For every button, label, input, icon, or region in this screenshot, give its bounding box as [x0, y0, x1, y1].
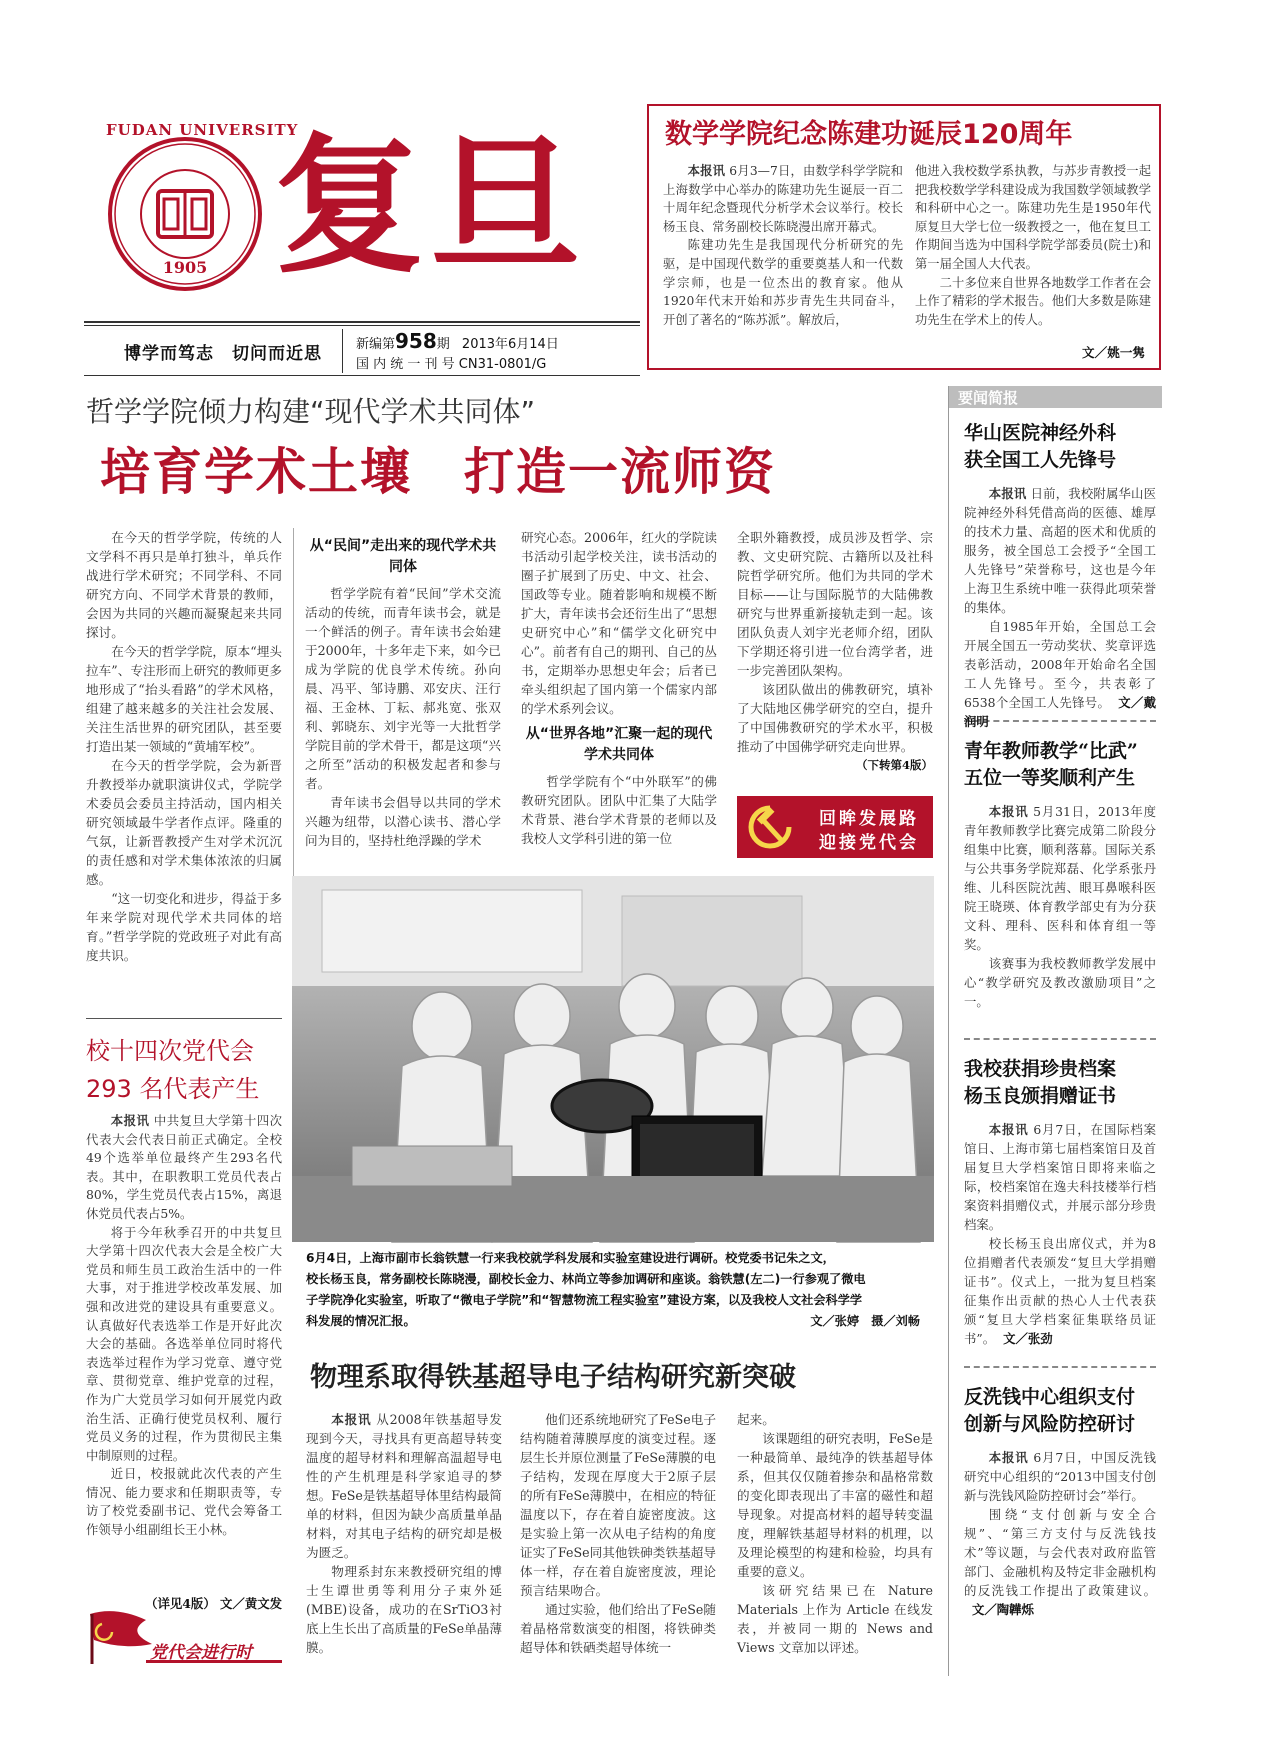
sidebar [948, 386, 1162, 1676]
sidebar-news-body [964, 1448, 1156, 1619]
sidebar-title-line: 我校获捐珍贵档案 [964, 1058, 1117, 1080]
photo-caption [306, 1248, 930, 1332]
paragraph [306, 1562, 502, 1657]
paragraph-text: 将于今年秋季召开的中共复旦大学第十四次代表大会是全校广大党员和师生员工政治生活中的一件大事，对于推进学校改革发展、加强和改进党的建设具有重要意义。认真做好代表选举工作是开好此次大会的基础。各选举单位同时将代表选举过程作为学习党章、遵守党章、贯彻党章、维护党章的过程，作为广大党员学习如何开展党内政治生活、正确行使党员权利、履行党员义务的过程，作为贯彻民主集中制原则的过程。 [86, 1224, 282, 1463]
party-badge [86, 1610, 282, 1666]
paragraph [86, 1465, 282, 1539]
paragraph [737, 528, 933, 680]
party-story-body [86, 1112, 282, 1540]
paragraph [915, 274, 1151, 330]
lead-continued: （下转第4版） [855, 758, 933, 772]
paragraph [663, 236, 903, 329]
paragraph-text: 在今天的哲学学院，会为新晋升教授举办就职演讲仪式，学院学术委员会委员主持活动，国内相关研究领域最牛学者作点评。隆重的气氛，让新晋教授产生对学术沉沉的责任感和对学术集体浓浓的归属感。 [86, 758, 282, 887]
lead-col2 [305, 528, 501, 850]
party-title-line1: 校十四次党代会 [86, 1037, 254, 1065]
paragraph [86, 1224, 282, 1466]
paragraph [737, 1410, 933, 1429]
paragraph [86, 756, 282, 889]
sidebar-news-item [964, 1384, 1156, 1684]
news-tag: 本报讯 [988, 1122, 1029, 1137]
paragraph [86, 642, 282, 756]
paragraph-text: 围绕“支付创新与安全合规”、“第三方支付与反洗钱技术”等议题，与会代表对政府监管部门、金融机构及特定非金融机构的反洗钱工作提出了政策建议。 [964, 1507, 1156, 1598]
physics-col2 [520, 1410, 716, 1657]
paragraph [915, 162, 1151, 274]
sidebar-news-body [964, 802, 1156, 1011]
news-tag: 本报讯 [988, 804, 1029, 819]
paragraph [520, 1410, 716, 1600]
paragraph [86, 1112, 282, 1224]
sidebar-news-title [964, 738, 1156, 792]
news-tag: 本报讯 [331, 1412, 372, 1427]
paragraph-text: “这一切变化和进步，得益于多年来学院对现代学术共同体的培育。”哲学学院的党政班子对此有高度共识。 [86, 891, 282, 963]
paragraph [737, 1581, 933, 1657]
paragraph [306, 1410, 502, 1562]
party-byline: 文／黄文发 [220, 1596, 282, 1611]
paragraph [305, 584, 501, 793]
paragraph [964, 617, 1156, 731]
seal-ring-text: FUDAN UNIVERSITY [106, 121, 299, 139]
paragraph [305, 793, 501, 850]
sidebar-news-item [964, 420, 1157, 729]
paragraph-text: 6月3—7日，由数学科学学院和上海数学中心举办的陈建功先生诞辰一百二十周年纪念暨现代分析学术会议举行。校长杨玉良、常务副校长陈晓漫出席开幕式。 [663, 164, 903, 234]
paragraph [521, 772, 717, 848]
sidebar-byline: 文／戴润明 [964, 695, 1156, 729]
paragraph [964, 802, 1156, 954]
paragraph [737, 1429, 933, 1581]
lead-col1 [86, 528, 282, 965]
news-tag: 本报讯 [988, 486, 1027, 501]
paragraph [86, 889, 282, 965]
masthead-title: 复旦 [274, 118, 587, 294]
sidebar-news-title [964, 1384, 1156, 1438]
lead-col3 [521, 528, 717, 848]
paragraph-text: 6月7日，在国际档案馆日、上海市第七届档案馆日及首届复旦大学档案馆日即将来临之际，校档案馆在逸夫科技楼举行档案资料捐赠仪式，并展示部分珍贵档案。 [964, 1122, 1156, 1232]
party-story-title [86, 1032, 259, 1108]
sidebar-title-line: 杨玉良颁捐赠证书 [964, 1085, 1117, 1107]
top-story-byline: 文／姚一隽 [1082, 345, 1145, 360]
sidebar-byline: 文／张劲 [1003, 1331, 1053, 1346]
paragraph-text: 校长杨玉良出席仪式，并为8位捐赠者代表颁发“复旦大学捐赠证书”。仪式上，一批为复旦档案征集作出贡献的热心人士代表获颁“复旦大学档案征集联络员证书”。 [964, 1236, 1156, 1346]
sidebar-byline: 文／陶韡烁 [972, 1602, 1034, 1617]
issue-number: 958 [395, 329, 437, 353]
cleanroom-photo-icon [292, 876, 934, 1242]
news-tag: 本报讯 [110, 1113, 150, 1128]
paragraph-text: 陈建功先生是我国现代分析研究的先驱，是中国现代数学的重要奠基人和一代数学宗师，也是一位杰出的教育家。他从1920年代末开始和苏步青先生共同奋斗，开创了著名的“陈苏派”。解放后， [663, 238, 903, 327]
paragraph-text: 中共复旦大学第十四次代表大会代表日前正式确定。全校49个选举单位最终产生293名代表。其中，在职教职工党员代表占80%，学生党员代表占15%，离退休党员代表占5%。 [86, 1113, 283, 1221]
sidebar-title-line: 反洗钱中心组织支付 [964, 1386, 1136, 1408]
top-story-title: 数学学院纪念陈建功诞辰120周年 [665, 119, 1073, 150]
lead-col4 [737, 528, 933, 775]
lead-kicker: 哲学学院倾力构建“现代学术共同体” [86, 395, 536, 428]
paragraph-text: 5月31日，2013年度青年教师教学比赛完成第二阶段分组集中比赛，顺利落幕。国际关系与公共事务学院郑磊、化学系张丹维、儿科医院沈茜、眼耳鼻喉科医院王晓瑛、体育教学部史有为分获文科、理科、医科和体育组一等奖。 [964, 804, 1156, 952]
paragraph-text: 该团队做出的佛教研究，填补了大陆地区佛学研究的空白，提升了中国佛教研究的学术水平，积极推动了中国佛学研究走向世界。 [737, 682, 933, 754]
banner-line2: 迎接党代会 [819, 833, 919, 853]
party-banner [737, 796, 933, 858]
party-see-more: （详见4版） [145, 1596, 216, 1611]
issue-date: 2013年6月14日 [461, 337, 559, 352]
hammer-sickle-icon [747, 804, 793, 850]
caption-line-2: 校长杨玉良，常务副校长陈晓漫，副校长金力、林尚立等参加调研和座谈。翁铁慧(左二)一行参观了微电 [306, 1272, 866, 1286]
sidebar-news-item [964, 738, 1156, 1038]
paragraph-text: 青年读书会倡导以共同的学术兴趣为纽带，以潜心读书、潜心学问为目的，坚持杜绝浮躁的学术 [305, 795, 501, 848]
caption-line-3: 子学院净化实验室，听取了“微电子学院”和“智慧物流工程实验室”建设方案，以及我校人文社会科学学 [306, 1293, 863, 1307]
paragraph-text: 近日，校报就此次代表的产生情况、能力要求和任期职责等，专访了校党委副书记、党代会筹备工作领导小组副组长王小林。 [86, 1466, 282, 1538]
lead-col3-subhead: 从“世界各地”汇聚一起的现代学术共同体 [525, 726, 713, 763]
sidebar-title-line: 华山医院神经外科 [964, 422, 1117, 444]
paragraph-text: 通过实验，他们给出了FeSe随着晶格常数演变的相图，将铁砷类超导体和铁硒类超导体统一 [520, 1602, 716, 1655]
news-tag: 本报讯 [687, 163, 726, 178]
paragraph [964, 1448, 1156, 1505]
issue-info [356, 329, 559, 353]
sidebar-divider [964, 1038, 1156, 1040]
paragraph [520, 1600, 716, 1657]
paragraph [964, 1120, 1156, 1234]
paragraph-text: 研究心态。2006年，红火的学院读书活动引起学校关注，读书活动的圈子扩展到了历史、中文、社会、国政等专业。随着影响和规模不断扩大，青年读书会还衍生出了“思想史研究中心”和“儒学文化研究中心”。前者有自己的期刊、自己的丛书，定期举办思想史年会；后者已牵头组织起了国内第一个儒家内部的学术系列会议。 [521, 530, 717, 716]
paragraph [964, 1234, 1156, 1348]
physics-title: 物理系取得铁基超导电子结构研究新突破 [310, 1362, 796, 1393]
caption-line-1: 6月4日，上海市副市长翁铁慧一行来我校就学科发展和实验室建设进行调研。校党委书记朱之文， [306, 1251, 835, 1265]
paragraph [964, 1505, 1156, 1619]
paragraph-text: 在今天的哲学学院，传统的人文学科不再只是单打独斗，单兵作战进行学术研究；不同学科、不同研究方向、不同学术背景的教师，会因为共同的兴趣而凝聚起来共同探讨。 [86, 530, 282, 640]
lead-headline: 培育学术土壤 打造一流师资 [100, 443, 776, 501]
top-story-col2 [915, 162, 1151, 329]
sidebar-title-line: 创新与风险防控研讨 [964, 1413, 1136, 1435]
top-story-box [647, 104, 1161, 370]
paragraph-text: 哲学学院有着“民间”学术交流活动的传统，而青年读书会，就是一个鲜活的例子。青年读书会始建于2000年，十多年走下来，如今已成为学院的优良学术传统。孙向晨、冯平、邹诗鹏、邓安庆、汪行福、王金林、丁耘、郝兆宽、张双利、郭晓东、刘宇光等一大批哲学学院目前的学术骨干，都是这项“兴之所至”活动的积极发起者和参与者。 [305, 586, 501, 791]
paragraph-text: 物理系封东来教授研究组的博士生谭世勇等利用分子束外延(MBE)设备，成功的在SrTiO3衬底上生长出了高质量的FeSe单晶薄膜。 [306, 1564, 502, 1655]
paragraph-text: 起来。 [737, 1412, 775, 1427]
paragraph-text: 二十多位来自世界各地数学工作者在会上作了精彩的学术报告。他们大多数是陈建功先生在学术上的传人。 [915, 275, 1151, 327]
paragraph-text: 该赛事为我校教师教学发展中心“教学研究及教改激励项目”之一。 [964, 956, 1156, 1009]
paragraph-text: 哲学学院有个“中外联军”的佛教研究团队。团队中汇集了大陆学术背景、港台学术背景的老师以及我校人文学科引进的第一位 [521, 774, 717, 846]
paragraph-text: 该研究结果已在 Nature Materials 上作为 Article 在线发表，并被同一期的 News and Views 文章加以评述。 [737, 1583, 933, 1655]
paragraph-text: 他们还系统地研究了FeSe电子结构随着薄膜厚度的演变过程。逐层生长并原位测量了FeSe薄膜的电子结构，发现在厚度大于2原子层的所有FeSe薄膜中，在相应的特征温度以下，存在着自旋密度波。这是实验上第一次从电子结构的角度证实了FeSe同其他铁砷类铁基超导体一样，存在着自旋密度波，理论预言结果吻合。 [520, 1412, 716, 1598]
issue-suffix: 期 [436, 337, 450, 352]
masthead [84, 118, 640, 373]
paragraph-text: 该课题组的研究表明，FeSe是一种最简单、最纯净的铁基超导体系，但其仅仅随着掺杂和晶格常数的变化即表现出了丰富的磁性和超导现象。对提高材料的超导转变温度，理解铁基超导材料的机理，以及理论模型的构建和检验，均具有重要的意义。 [737, 1431, 933, 1579]
lead-col2-subhead: 从“民间”走出来的现代学术共同体 [309, 538, 497, 575]
red-flag-icon [86, 1610, 156, 1666]
party-badge-label: 党代会进行时 [150, 1643, 252, 1663]
sidebar-news-title [964, 420, 1156, 474]
paragraph-text: 日前，我校附属华山医院神经外科凭借高尚的医德、雄厚的技术力量、高超的医术和优质的服务，被全国总工会授予“全国工人先锋号”荣誉称号，这也是今年上海卫生系统中唯一获得此项荣誉的集体。 [964, 486, 1157, 615]
paragraph [964, 954, 1156, 1011]
sidebar-title-line: 五位一等奖顺利产生 [964, 767, 1136, 789]
physics-col3 [737, 1410, 933, 1657]
sidebar-header: 要闻简报 [958, 389, 1019, 407]
sidebar-news-item [964, 1056, 1156, 1366]
paragraph [521, 528, 717, 718]
sidebar-divider [964, 1366, 1156, 1368]
caption-line-4: 科发展的情况汇报。 [306, 1314, 416, 1328]
sidebar-title-line: 获全国工人先锋号 [964, 449, 1117, 471]
paragraph [86, 528, 282, 642]
paragraph-text: 全职外籍教授，成员涉及哲学、宗教、文史研究院、古籍所以及社科院哲学研究所。他们为共同的学术目标——让与国际脱节的大陆佛教研究与世界重新接轨走到一起。该团队负责人刘宇光老师介绍，团队下学期还将引进一位台湾学者，进一步完善团队架构。 [737, 530, 933, 678]
issue-prefix: 新编第 [356, 337, 396, 352]
news-tag: 本报讯 [988, 1450, 1029, 1465]
sidebar-news-body [964, 484, 1156, 731]
party-title-line2: 293 名代表产生 [86, 1075, 260, 1103]
paragraph-text: 他进入我校数学系执教，与苏步青教授一起把我校数学学科建设成为我国数学领域教学和科研中心之一。陈建功先生是1950年代原复旦大学七位一级教授之一，他在复旦工作期间当选为中国科学院学部委员(院士)和第一届全国人大代表。 [915, 164, 1151, 271]
paragraph-text: 从2008年铁基超导发现到今天，寻找具有更高超导转变温度的超导材料和理解高温超导电性的产生机理是科学家追寻的梦想。FeSe是铁基超导体里结构最简单的材料，但因为缺少高质量单晶材料，对其电子结构的研究却是极为匮乏。 [306, 1412, 502, 1560]
banner-line1: 回眸发展路 [819, 809, 919, 829]
fudan-seal-icon [106, 121, 299, 293]
paragraph-text: 6月7日，中国反洗钱研究中心组织的“2013中国支付创新与洗钱风险防控研讨会”举行。 [964, 1450, 1156, 1503]
paragraph [737, 680, 933, 756]
paragraph [964, 484, 1156, 617]
top-story-col1 [663, 162, 903, 329]
paragraph [663, 162, 903, 236]
sidebar-news-title [964, 1056, 1156, 1110]
sidebar-title-line: 青年教师教学“比武” [964, 740, 1138, 762]
photo-byline: 文／张婷 摄／刘畅 [810, 1314, 920, 1328]
paragraph-text: 自1985年开始，全国总工会开展全国五一劳动奖状、奖章评选表彰活动，2008年开始命名全国工人先锋号。至今，共表彰了6538个全国工人先锋号。 [964, 619, 1156, 710]
sidebar-news-body [964, 1120, 1156, 1348]
paragraph-text: 在今天的哲学学院，原本“埋头拉车”、专注形而上研究的教师更多地形成了“抬头看路”的学术风格，组建了越来越多的关注社会发展、关注生活世界的研究团队，甚至要打造出某一领域的“黄埔军校”。 [86, 644, 282, 754]
masthead-motto: 博学而笃志 切问而近思 [124, 344, 322, 364]
physics-col1 [306, 1410, 502, 1657]
issue-serial: 国 内 统 一 刊 号 CN31-0801/G [356, 357, 547, 372]
seal-year: 1905 [162, 258, 208, 277]
lab-photo [292, 876, 934, 1242]
